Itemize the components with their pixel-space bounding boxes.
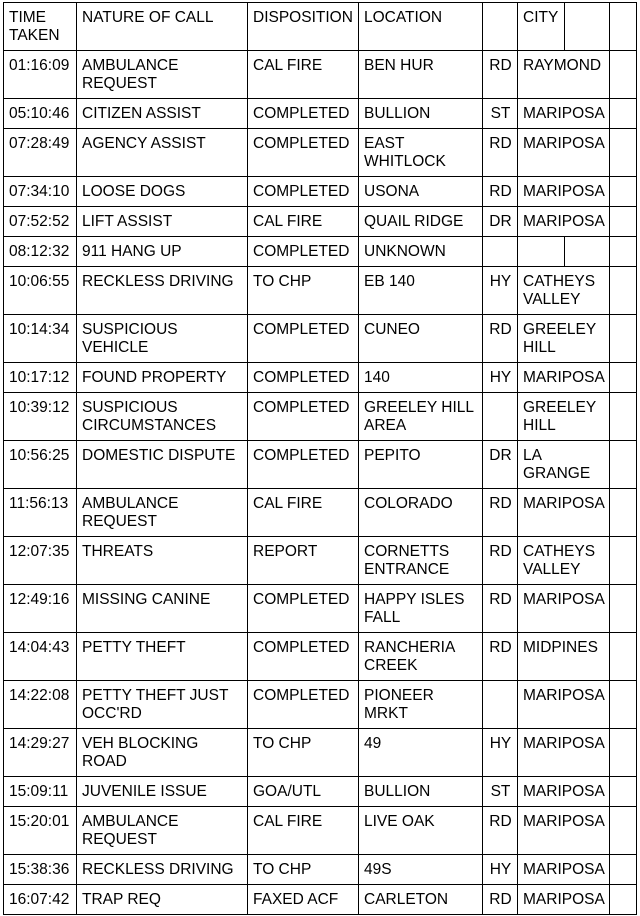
cell-city: MARIPOSA <box>518 177 610 207</box>
cell-location: BULLION <box>359 777 483 807</box>
cell-location: BULLION <box>359 99 483 129</box>
cell-blank <box>610 177 637 207</box>
cell-blank <box>610 777 637 807</box>
table-row <box>4 207 637 237</box>
table-row <box>4 129 637 177</box>
cell-disposition: COMPLETED <box>248 99 359 129</box>
table-row <box>4 363 637 393</box>
cell-disposition: COMPLETED <box>248 585 359 633</box>
cell-time: 10:06:55 <box>4 267 77 315</box>
header-time: TIME TAKEN <box>4 3 77 51</box>
call-log-body <box>4 3 637 915</box>
cell-location: PEPITO <box>359 441 483 489</box>
cell-city: MARIPOSA <box>518 885 610 915</box>
cell-nature: MISSING CANINE <box>77 585 248 633</box>
table-row <box>4 681 637 729</box>
cell-location: RANCHERIA CREEK <box>359 633 483 681</box>
cell-street-type: RD <box>483 489 518 537</box>
cell-blank <box>610 207 637 237</box>
cell-street-type: ST <box>483 777 518 807</box>
cell-street-type <box>483 681 518 729</box>
table-row <box>4 51 637 99</box>
table-row <box>4 237 637 267</box>
cell-city: MIDPINES <box>518 633 610 681</box>
cell-disposition: COMPLETED <box>248 315 359 363</box>
cell-blank <box>610 633 637 681</box>
cell-location: PIONEER MRKT <box>359 681 483 729</box>
header-row <box>4 3 637 51</box>
cell-nature: RECKLESS DRIVING <box>77 855 248 885</box>
cell-location: EB 140 <box>359 267 483 315</box>
cell-disposition: COMPLETED <box>248 633 359 681</box>
cell-city: MARIPOSA <box>518 99 610 129</box>
cell-disposition: TO CHP <box>248 729 359 777</box>
header-city: CITY <box>518 3 565 51</box>
cell-nature: 911 HANG UP <box>77 237 248 267</box>
cell-time: 07:52:52 <box>4 207 77 237</box>
cell-time: 14:29:27 <box>4 729 77 777</box>
cell-disposition: CAL FIRE <box>248 489 359 537</box>
cell-nature: LIFT ASSIST <box>77 207 248 237</box>
cell-blank <box>610 129 637 177</box>
cell-blank <box>610 807 637 855</box>
cell-disposition: COMPLETED <box>248 177 359 207</box>
cell-time: 10:14:34 <box>4 315 77 363</box>
cell-street-type: HY <box>483 855 518 885</box>
cell-location: UNKNOWN <box>359 237 483 267</box>
cell-location: CUNEO <box>359 315 483 363</box>
cell-time: 05:10:46 <box>4 99 77 129</box>
cell-location: CORNETTS ENTRANCE <box>359 537 483 585</box>
cell-city: MARIPOSA <box>518 129 610 177</box>
header-location: LOCATION <box>359 3 483 51</box>
cell-disposition: CAL FIRE <box>248 51 359 99</box>
table-row <box>4 855 637 885</box>
cell-blank <box>610 585 637 633</box>
cell-disposition: COMPLETED <box>248 363 359 393</box>
cell-location: QUAIL RIDGE <box>359 207 483 237</box>
cell-nature: RECKLESS DRIVING <box>77 267 248 315</box>
cell-blank <box>610 51 637 99</box>
cell-time: 10:17:12 <box>4 363 77 393</box>
table-row <box>4 729 637 777</box>
cell-street-type: ST <box>483 99 518 129</box>
cell-city: MARIPOSA <box>518 489 610 537</box>
cell-nature: SUSPICIOUS VEHICLE <box>77 315 248 363</box>
cell-city: RAYMOND <box>518 51 610 99</box>
cell-street-type <box>483 393 518 441</box>
cell-nature: PETTY THEFT <box>77 633 248 681</box>
cell-street-type: RD <box>483 51 518 99</box>
cell-street-type: DR <box>483 441 518 489</box>
cell-city: MARIPOSA <box>518 585 610 633</box>
table-row <box>4 807 637 855</box>
cell-disposition: FAXED ACF <box>248 885 359 915</box>
cell-nature: TRAP REQ <box>77 885 248 915</box>
cell-nature: AMBULANCE REQUEST <box>77 807 248 855</box>
cell-city: GREELEY HILL <box>518 393 610 441</box>
table-row <box>4 777 637 807</box>
table-row <box>4 315 637 363</box>
cell-time: 11:56:13 <box>4 489 77 537</box>
table-row <box>4 99 637 129</box>
cell-disposition: TO CHP <box>248 267 359 315</box>
table-row <box>4 633 637 681</box>
cell-street-type: RD <box>483 807 518 855</box>
cell-time: 01:16:09 <box>4 51 77 99</box>
cell-disposition: COMPLETED <box>248 393 359 441</box>
cell-street-type: HY <box>483 267 518 315</box>
header-blank <box>610 3 637 51</box>
cell-nature: AMBULANCE REQUEST <box>77 51 248 99</box>
cell-blank <box>610 885 637 915</box>
cell-nature: SUSPICIOUS CIRCUMSTANCES <box>77 393 248 441</box>
table-row <box>4 177 637 207</box>
cell-city: MARIPOSA <box>518 807 610 855</box>
cell-city: MARIPOSA <box>518 729 610 777</box>
cell-disposition: COMPLETED <box>248 129 359 177</box>
cell-location: CARLETON <box>359 885 483 915</box>
cell-time: 15:38:36 <box>4 855 77 885</box>
table-row <box>4 441 637 489</box>
cell-city: MARIPOSA <box>518 681 610 729</box>
cell-location: BEN HUR <box>359 51 483 99</box>
table-row <box>4 537 637 585</box>
cell-blank <box>610 681 637 729</box>
cell-disposition: CAL FIRE <box>248 207 359 237</box>
cell-city: MARIPOSA <box>518 777 610 807</box>
cell-time: 08:12:32 <box>4 237 77 267</box>
cell-nature: THREATS <box>77 537 248 585</box>
call-log-table <box>3 2 637 915</box>
cell-street-type <box>483 237 518 267</box>
cell-time: 10:39:12 <box>4 393 77 441</box>
cell-time: 07:28:49 <box>4 129 77 177</box>
header-disposition: DISPOSITION <box>248 3 359 51</box>
cell-blank <box>610 729 637 777</box>
cell-nature: PETTY THEFT JUST OCC'RD <box>77 681 248 729</box>
cell-blank <box>610 363 637 393</box>
cell-disposition: COMPLETED <box>248 441 359 489</box>
cell-street-type: DR <box>483 207 518 237</box>
cell-disposition: GOA/UTL <box>248 777 359 807</box>
cell-disposition: COMPLETED <box>248 237 359 267</box>
cell-location: 49 <box>359 729 483 777</box>
cell-nature: AGENCY ASSIST <box>77 129 248 177</box>
cell-time: 15:09:11 <box>4 777 77 807</box>
cell-nature: VEH BLOCKING ROAD <box>77 729 248 777</box>
cell-time: 16:07:42 <box>4 885 77 915</box>
cell-city <box>518 237 565 267</box>
cell-location: 140 <box>359 363 483 393</box>
cell-nature: CITIZEN ASSIST <box>77 99 248 129</box>
cell-street-type: RD <box>483 585 518 633</box>
cell-disposition: TO CHP <box>248 855 359 885</box>
cell-city: MARIPOSA <box>518 207 610 237</box>
cell-street-type: RD <box>483 633 518 681</box>
cell-nature: FOUND PROPERTY <box>77 363 248 393</box>
cell-street-type: RD <box>483 177 518 207</box>
cell-city: GREELEY HILL <box>518 315 610 363</box>
table-row <box>4 585 637 633</box>
cell-blank <box>610 99 637 129</box>
cell-time: 15:20:01 <box>4 807 77 855</box>
cell-location: USONA <box>359 177 483 207</box>
table-row <box>4 489 637 537</box>
cell-disposition: REPORT <box>248 537 359 585</box>
cell-disposition: COMPLETED <box>248 681 359 729</box>
cell-nature: LOOSE DOGS <box>77 177 248 207</box>
header-city-extra <box>565 3 610 51</box>
cell-blank <box>610 441 637 489</box>
cell-street-type: RD <box>483 885 518 915</box>
cell-street-type: HY <box>483 729 518 777</box>
cell-location: 49S <box>359 855 483 885</box>
cell-blank <box>610 855 637 885</box>
cell-location: EAST WHITLOCK <box>359 129 483 177</box>
cell-blank <box>610 489 637 537</box>
cell-street-type: RD <box>483 129 518 177</box>
table-row <box>4 885 637 915</box>
cell-time: 07:34:10 <box>4 177 77 207</box>
cell-blank <box>610 315 637 363</box>
cell-time: 14:04:43 <box>4 633 77 681</box>
cell-nature: DOMESTIC DISPUTE <box>77 441 248 489</box>
cell-blank <box>610 237 637 267</box>
cell-city: CATHEYS VALLEY <box>518 267 610 315</box>
cell-blank <box>610 537 637 585</box>
cell-blank <box>610 393 637 441</box>
header-nature: NATURE OF CALL <box>77 3 248 51</box>
header-street-type <box>483 3 518 51</box>
cell-city-extra <box>565 237 610 267</box>
cell-street-type: RD <box>483 315 518 363</box>
cell-location: COLORADO <box>359 489 483 537</box>
cell-location: HAPPY ISLES FALL <box>359 585 483 633</box>
cell-city: MARIPOSA <box>518 855 610 885</box>
cell-nature: AMBULANCE REQUEST <box>77 489 248 537</box>
cell-city: CATHEYS VALLEY <box>518 537 610 585</box>
cell-street-type: HY <box>483 363 518 393</box>
cell-city: MARIPOSA <box>518 363 610 393</box>
cell-time: 12:49:16 <box>4 585 77 633</box>
table-row <box>4 393 637 441</box>
cell-disposition: CAL FIRE <box>248 807 359 855</box>
cell-location: LIVE OAK <box>359 807 483 855</box>
cell-city: LA GRANGE <box>518 441 610 489</box>
cell-blank <box>610 267 637 315</box>
table-row <box>4 267 637 315</box>
cell-nature: JUVENILE ISSUE <box>77 777 248 807</box>
cell-time: 10:56:25 <box>4 441 77 489</box>
cell-street-type: RD <box>483 537 518 585</box>
cell-location: GREELEY HILL AREA <box>359 393 483 441</box>
cell-time: 14:22:08 <box>4 681 77 729</box>
cell-time: 12:07:35 <box>4 537 77 585</box>
